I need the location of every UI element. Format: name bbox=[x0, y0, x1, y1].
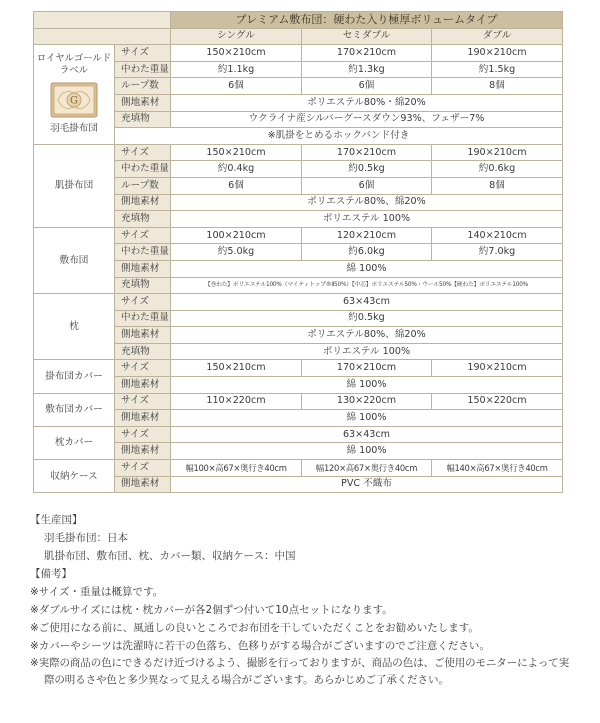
remark-line: ※実際の商品の色にできるだけ近づけるよう、撮影を行っておりますが、商品の色は、ご使用のモニターによって実際の明るさや色と多少異なって見える場合がございます。あらかじめご了承ください。 bbox=[30, 657, 570, 686]
size-header-row bbox=[34, 28, 563, 45]
value-cell: 110×220cm bbox=[171, 393, 302, 410]
royal-sub-name: 羽毛掛布団 bbox=[50, 123, 98, 135]
table-row bbox=[34, 45, 563, 62]
row-label: サイズ bbox=[115, 360, 171, 377]
value-cell: 100×210cm bbox=[171, 227, 302, 244]
origin-heading: 【生産国】 bbox=[30, 514, 83, 526]
value-cell-span: ポリエステル 100% bbox=[171, 343, 563, 360]
value-cell: 幅140×高67×奥行き40cm bbox=[432, 460, 563, 477]
value-cell-span: 綿 100% bbox=[171, 377, 563, 394]
value-cell-span: 綿 100% bbox=[171, 260, 563, 277]
row-label: サイズ bbox=[115, 144, 171, 161]
value-cell: 6個 bbox=[302, 78, 432, 95]
value-cell-span: ポリエステル 100% bbox=[171, 211, 563, 228]
badge-letter: G bbox=[70, 95, 78, 107]
row-label: 充填物 bbox=[115, 111, 171, 128]
group-makuracover: 枕カバー bbox=[34, 426, 115, 459]
corner-cell bbox=[34, 28, 171, 45]
value-cell: 8個 bbox=[432, 177, 563, 194]
value-cell: 約0.4kg bbox=[171, 161, 302, 178]
remarks-heading: 【備考】 bbox=[30, 568, 72, 580]
value-cell-span: 【巻わた】ポリエステル100%（マイティトップ®Ⅱ50%）【中芯】ポリエステル50%・ウール50%【硬わた】ポリエステル100% bbox=[171, 277, 563, 294]
table-row bbox=[34, 144, 563, 161]
remark-line: ※ご使用になる前に、風通しの良いところでお布団を干していただくことをお勧めいたします。 bbox=[30, 622, 479, 634]
size-header-single: シングル bbox=[171, 28, 302, 45]
value-cell: 130×220cm bbox=[302, 393, 432, 410]
row-label: 側地素材 bbox=[115, 94, 171, 111]
value-cell-span: 63×43cm bbox=[171, 294, 563, 311]
group-royal bbox=[34, 45, 115, 145]
table-title: プレミアム敷布団：硬わた入り極厚ボリュームタイプ bbox=[171, 12, 563, 29]
value-cell: 190×210cm bbox=[432, 360, 563, 377]
row-label: サイズ bbox=[115, 426, 171, 443]
value-cell-span: 約0.5kg bbox=[171, 310, 563, 327]
table-row bbox=[34, 426, 563, 443]
row-label: サイズ bbox=[115, 227, 171, 244]
value-cell-span: 63×43cm bbox=[171, 426, 563, 443]
table-row bbox=[34, 360, 563, 377]
value-cell: 約6.0kg bbox=[302, 244, 432, 261]
value-cell-span: ポリエステル80%・綿20% bbox=[171, 94, 563, 111]
value-cell: 120×210cm bbox=[302, 227, 432, 244]
table-title-row bbox=[34, 12, 563, 29]
origin-line: 羽毛掛布団：日本 bbox=[44, 532, 128, 544]
remark-line: ※サイズ・重量は概算です。 bbox=[30, 586, 164, 598]
row-label: 側地素材 bbox=[115, 194, 171, 211]
row-label: 側地素材 bbox=[115, 327, 171, 344]
value-cell: 幅100×高67×奥行き40cm bbox=[171, 460, 302, 477]
value-cell: 140×210cm bbox=[432, 227, 563, 244]
row-label: 中わた重量 bbox=[115, 161, 171, 178]
row-label: 中わた重量 bbox=[115, 244, 171, 261]
value-cell: 約1.5kg bbox=[432, 61, 563, 78]
spec-table bbox=[33, 11, 563, 493]
row-label: 側地素材 bbox=[115, 443, 171, 460]
value-cell-span: PVC 不織布 bbox=[171, 476, 563, 493]
row-label: サイズ bbox=[115, 45, 171, 62]
corner-cell bbox=[34, 12, 171, 29]
value-cell: 8個 bbox=[432, 78, 563, 95]
value-cell: 6個 bbox=[171, 177, 302, 194]
table-row bbox=[34, 393, 563, 410]
value-cell: 約0.5kg bbox=[302, 161, 432, 178]
table-row bbox=[34, 294, 563, 311]
value-cell: 約5.0kg bbox=[171, 244, 302, 261]
value-cell: 約1.3kg bbox=[302, 61, 432, 78]
value-cell: 170×210cm bbox=[302, 360, 432, 377]
royal-label-name: ロイヤルゴールドラベル bbox=[36, 53, 112, 77]
value-cell: 190×210cm bbox=[432, 45, 563, 62]
row-label: 中わた重量 bbox=[115, 61, 171, 78]
row-label: 充填物 bbox=[115, 277, 171, 294]
value-cell: 150×220cm bbox=[432, 393, 563, 410]
value-cell-span: ポリエステル80%、綿20% bbox=[171, 194, 563, 211]
group-hada: 肌掛布団 bbox=[34, 144, 115, 227]
row-label: サイズ bbox=[115, 393, 171, 410]
row-label: 側地素材 bbox=[115, 476, 171, 493]
table-row bbox=[34, 227, 563, 244]
group-shikicover: 敷布団カバー bbox=[34, 393, 115, 426]
group-makura: 枕 bbox=[34, 294, 115, 360]
row-label: サイズ bbox=[115, 294, 171, 311]
row-label: 側地素材 bbox=[115, 410, 171, 427]
remark-line: ※カバーやシーツは洗濯時に若干の色落ち、色移りがする場合がございますのでご注意ください。 bbox=[30, 640, 490, 652]
row-label: ループ数 bbox=[115, 78, 171, 95]
table-row bbox=[34, 460, 563, 477]
row-label: 側地素材 bbox=[115, 260, 171, 277]
row-label: ループ数 bbox=[115, 177, 171, 194]
size-header-double: ダブル bbox=[432, 28, 563, 45]
row-label: サイズ bbox=[115, 460, 171, 477]
row-label: 充填物 bbox=[115, 211, 171, 228]
row-label: 側地素材 bbox=[115, 377, 171, 394]
size-header-semidouble: セミダブル bbox=[302, 28, 432, 45]
value-cell-span: ウクライナ産シルバーグースダウン93%、フェザー7% bbox=[171, 111, 563, 128]
value-cell-span: ポリエステル80%、綿20% bbox=[171, 327, 563, 344]
value-cell: 190×210cm bbox=[432, 144, 563, 161]
value-cell: 幅120×高67×奥行き40cm bbox=[302, 460, 432, 477]
origin-line: 肌掛布団、敷布団、枕、カバー類、収納ケース：中国 bbox=[44, 550, 296, 562]
value-cell: 6個 bbox=[302, 177, 432, 194]
value-cell: 150×210cm bbox=[171, 144, 302, 161]
group-kakecover: 掛布団カバー bbox=[34, 360, 115, 393]
value-cell-span: 綿 100% bbox=[171, 443, 563, 460]
group-shiki: 敷布団 bbox=[34, 227, 115, 293]
remark-line: ※ダブルサイズには枕・枕カバーが各2個ずつ付いて10点セットになります。 bbox=[30, 604, 393, 616]
row-label: 充填物 bbox=[115, 343, 171, 360]
value-cell: 約0.6kg bbox=[432, 161, 563, 178]
row-label: 中わた重量 bbox=[115, 310, 171, 327]
value-cell: 150×210cm bbox=[171, 45, 302, 62]
value-cell-span: 綿 100% bbox=[171, 410, 563, 427]
gold-label-badge-icon bbox=[50, 82, 98, 118]
notes-section bbox=[30, 511, 575, 689]
value-cell: 150×210cm bbox=[171, 360, 302, 377]
value-cell: 約1.1kg bbox=[171, 61, 302, 78]
value-cell: 約7.0kg bbox=[432, 244, 563, 261]
value-cell: 170×210cm bbox=[302, 144, 432, 161]
value-cell: 170×210cm bbox=[302, 45, 432, 62]
group-case: 収納ケース bbox=[34, 460, 115, 493]
footnote-cell: ※肌掛をとめるホックバンド付き bbox=[115, 128, 563, 145]
value-cell: 6個 bbox=[171, 78, 302, 95]
